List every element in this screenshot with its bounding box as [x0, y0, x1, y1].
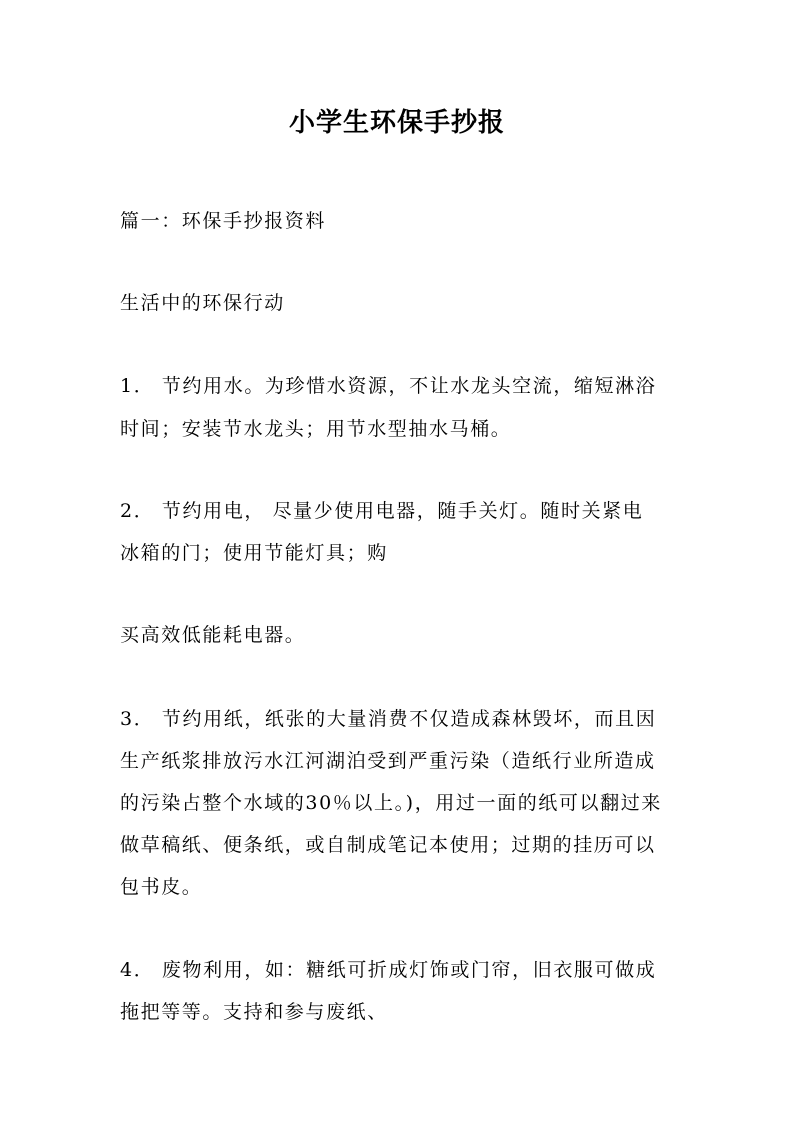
paragraph-line: 包书皮。: [120, 876, 203, 898]
paragraph-line: 的污染占整个水域的30％以上。)，用过一面的纸可以翻过来: [120, 792, 662, 814]
paragraph-line: 1． 节约用水。为珍惜水资源，不让水龙头空流，缩短淋浴: [120, 375, 657, 397]
paragraph-line: 2． 节约用电， 尽量少使用电器，随手关灯。随时关紧电: [120, 500, 644, 522]
paragraph-line: 买高效低能耗电器。: [120, 624, 306, 646]
paragraph-line: 冰箱的门；使用节能灯具；购: [120, 542, 388, 564]
paragraph-line: 4． 废物利用，如：糖纸可折成灯饰或门帘，旧衣服可做成: [120, 959, 657, 981]
section-heading: 篇一：环保手抄报资料: [120, 210, 327, 232]
subheading: 生活中的环保行动: [120, 292, 285, 314]
paragraph-line: 生产纸浆排放污水江河湖泊受到严重污染（造纸行业所造成: [120, 750, 656, 772]
paragraph-line: 拖把等等。支持和参与废纸、: [120, 1001, 388, 1023]
document-title: 小学生环保手抄报: [288, 108, 505, 138]
paragraph-line: 3． 节约用纸，纸张的大量消费不仅造成森林毁坏，而且因: [120, 708, 657, 730]
paragraph-line: 做草稿纸、便条纸，或自制成笔记本使用；过期的挂历可以: [120, 834, 656, 856]
paragraph-line: 时间；安装节水龙头；用节水型抽水马桶。: [120, 418, 512, 440]
